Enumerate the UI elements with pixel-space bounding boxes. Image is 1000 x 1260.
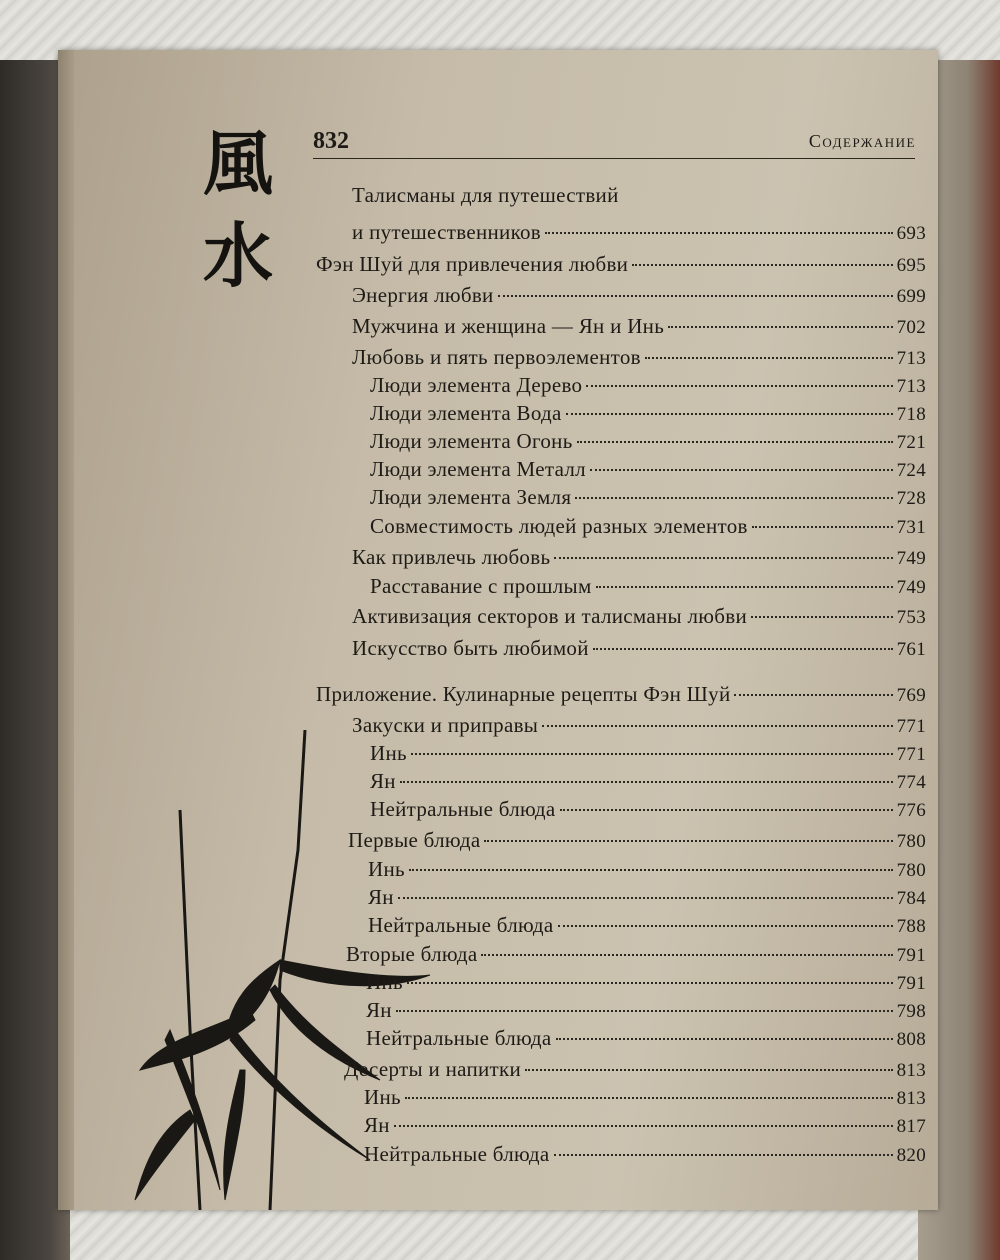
leader-dots bbox=[590, 469, 893, 471]
toc-entry-page: 820 bbox=[896, 1145, 926, 1166]
leader-dots bbox=[481, 954, 892, 956]
toc-entry-title: Люди элемента Огонь bbox=[370, 429, 573, 453]
toc-entry-page: 753 bbox=[896, 607, 926, 628]
toc-entry[interactable] bbox=[364, 1113, 926, 1143]
toc-entry[interactable] bbox=[370, 741, 926, 771]
toc-entry-page: 695 bbox=[896, 255, 926, 276]
leader-dots bbox=[398, 897, 893, 899]
toc-entry-page: 749 bbox=[896, 577, 926, 598]
toc-entry-title: и путешественников bbox=[352, 220, 542, 244]
toc-entry[interactable] bbox=[316, 252, 926, 282]
leader-dots bbox=[734, 694, 892, 696]
running-head: Содержание bbox=[808, 131, 916, 151]
toc-entry[interactable] bbox=[352, 636, 926, 666]
toc-entry-title: Инь bbox=[370, 741, 407, 765]
toc-entry[interactable] bbox=[352, 220, 926, 250]
leader-dots bbox=[668, 326, 893, 328]
toc-entry-title: Расставание с прошлым bbox=[370, 574, 592, 598]
toc-entry-page: 702 bbox=[896, 317, 926, 338]
toc-entry[interactable] bbox=[316, 682, 926, 712]
toc-entry-page: 761 bbox=[896, 639, 926, 660]
toc-entry-title: Фэн Шуй для привлечения любви bbox=[316, 252, 629, 276]
toc-entry-title: Активизация секторов и талисманы любви bbox=[352, 604, 747, 628]
toc-entry-page: 798 bbox=[896, 1001, 926, 1022]
toc-entry-title: Энергия любви bbox=[352, 283, 494, 307]
toc-entry-title: Приложение. Кулинарные рецепты Фэн Шуй bbox=[316, 682, 731, 706]
toc-entry[interactable] bbox=[368, 857, 926, 887]
toc-entry[interactable] bbox=[348, 828, 926, 858]
leader-dots bbox=[498, 295, 893, 297]
toc-entry-page: 780 bbox=[896, 860, 926, 881]
leader-dots bbox=[577, 441, 893, 443]
toc-entry[interactable] bbox=[370, 485, 926, 515]
calligraphy-water-glyph: 水 bbox=[203, 214, 273, 297]
leader-dots bbox=[554, 1154, 893, 1156]
page-number: 832 bbox=[313, 128, 349, 154]
leader-dots bbox=[554, 557, 892, 559]
toc-entry-title: Нейтральные блюда bbox=[364, 1142, 550, 1166]
toc-entry-title: Совместимость людей разных элементов bbox=[370, 514, 748, 538]
toc-entry[interactable] bbox=[366, 1026, 926, 1056]
toc-entry-title: Инь bbox=[368, 857, 405, 881]
toc-entry-page: 721 bbox=[896, 432, 926, 453]
toc-entry-title: Нейтральные блюда bbox=[368, 913, 554, 937]
leader-dots bbox=[484, 840, 892, 842]
toc-entry-page: 713 bbox=[896, 348, 926, 369]
leader-dots bbox=[409, 869, 893, 871]
toc-entry-title: Десерты и напитки bbox=[344, 1057, 522, 1081]
leader-dots bbox=[407, 982, 893, 984]
toc-entry[interactable] bbox=[352, 345, 926, 375]
leader-dots bbox=[400, 781, 893, 783]
toc-entry[interactable] bbox=[370, 401, 926, 431]
leader-dots bbox=[405, 1097, 893, 1099]
toc-entry-title: Инь bbox=[366, 970, 403, 994]
toc-entry-title: Ян bbox=[366, 998, 392, 1022]
toc-entry-page: 728 bbox=[896, 488, 926, 509]
leader-dots bbox=[545, 232, 893, 234]
toc-entry-title: Искусство быть любимой bbox=[352, 636, 589, 660]
toc-entry-page: 693 bbox=[896, 223, 926, 244]
leader-dots bbox=[542, 725, 892, 727]
toc-entry-page: 813 bbox=[896, 1088, 926, 1109]
toc-entry-title: Как привлечь любовь bbox=[352, 545, 551, 569]
page-stack-edge bbox=[58, 50, 74, 1210]
toc-entry-page: 808 bbox=[896, 1029, 926, 1050]
toc-entry[interactable] bbox=[352, 283, 926, 313]
toc-entry-title: Мужчина и женщина — Ян и Инь bbox=[352, 314, 665, 338]
toc-entry[interactable] bbox=[370, 574, 926, 604]
leader-dots bbox=[560, 809, 893, 811]
leader-dots bbox=[645, 357, 893, 359]
toc-entry[interactable] bbox=[370, 429, 926, 459]
toc-entry[interactable] bbox=[352, 545, 926, 575]
toc-entry[interactable] bbox=[370, 769, 926, 799]
toc-entry-page: 749 bbox=[896, 548, 926, 569]
toc-entry[interactable] bbox=[368, 913, 926, 943]
leader-dots bbox=[575, 497, 892, 499]
toc-entry-page: 718 bbox=[896, 404, 926, 425]
toc-entry-page: 791 bbox=[896, 945, 926, 966]
toc-entry[interactable] bbox=[368, 885, 926, 915]
toc-entry[interactable] bbox=[352, 314, 926, 344]
toc-entry-title: Ян bbox=[368, 885, 394, 909]
toc-entry-title: Люди элемента Металл bbox=[370, 457, 586, 481]
toc-entry-page: 771 bbox=[896, 744, 926, 765]
toc-entry-page: 780 bbox=[896, 831, 926, 852]
leader-dots bbox=[751, 616, 893, 618]
toc-entry-page: 813 bbox=[896, 1060, 926, 1081]
toc-entry[interactable] bbox=[366, 970, 926, 1000]
toc-entry-page: 788 bbox=[896, 916, 926, 937]
toc-entry-page: 713 bbox=[896, 376, 926, 397]
calligraphy-wind-glyph: 風 bbox=[203, 122, 273, 205]
toc-entry-title: Ян bbox=[370, 769, 396, 793]
toc-entry[interactable] bbox=[352, 604, 926, 634]
toc-entry-page: 724 bbox=[896, 460, 926, 481]
header-rule bbox=[313, 158, 915, 159]
toc-entry-page: 771 bbox=[896, 716, 926, 737]
toc-entry[interactable] bbox=[370, 797, 926, 827]
toc-entry-page: 699 bbox=[896, 286, 926, 307]
leader-dots bbox=[596, 586, 893, 588]
toc-entry[interactable] bbox=[370, 514, 926, 544]
toc-entry[interactable] bbox=[370, 457, 926, 487]
toc-entry[interactable] bbox=[364, 1085, 926, 1115]
feng-shui-calligraphy bbox=[188, 118, 288, 302]
toc-entry[interactable] bbox=[370, 373, 926, 403]
toc-entry-title: Нейтральные блюда bbox=[370, 797, 556, 821]
toc-entry-page: 774 bbox=[896, 772, 926, 793]
toc-entry-title: Закуски и приправы bbox=[352, 713, 539, 737]
toc-entry-page: 769 bbox=[896, 685, 926, 706]
leader-dots bbox=[396, 1010, 893, 1012]
leader-dots bbox=[556, 1038, 893, 1040]
toc-entry-page: 731 bbox=[896, 517, 926, 538]
leader-dots bbox=[593, 648, 893, 650]
toc-entry-title: Инь bbox=[364, 1085, 401, 1109]
toc-entry-page: 784 bbox=[896, 888, 926, 909]
leader-dots bbox=[394, 1125, 893, 1127]
toc-entry-title: Любовь и пять первоэлементов bbox=[352, 345, 641, 369]
toc-entry-title: Ян bbox=[364, 1113, 390, 1137]
toc-entry-page: 817 bbox=[896, 1116, 926, 1137]
toc-entry-title: Нейтральные блюда bbox=[366, 1026, 552, 1050]
toc-entry[interactable] bbox=[346, 942, 926, 972]
leader-dots bbox=[411, 753, 893, 755]
leader-dots bbox=[586, 385, 892, 387]
toc-entry-page: 776 bbox=[896, 800, 926, 821]
leader-dots bbox=[566, 413, 893, 415]
leader-dots bbox=[525, 1069, 893, 1071]
toc-entry-page: 791 bbox=[896, 973, 926, 994]
toc-entry-title: Люди элемента Земля bbox=[370, 485, 572, 509]
toc-entry[interactable] bbox=[366, 998, 926, 1028]
toc-entry[interactable] bbox=[344, 1057, 926, 1087]
toc-entry-title: Люди элемента Вода bbox=[370, 401, 562, 425]
toc-entry[interactable] bbox=[364, 1142, 926, 1172]
toc-entry-title: Вторые блюда bbox=[346, 942, 478, 966]
toc-entry-title: Талисманы для путешествий bbox=[352, 183, 619, 207]
leader-dots bbox=[752, 526, 893, 528]
leader-dots bbox=[558, 925, 893, 927]
toc-entry-title: Первые блюда bbox=[348, 828, 481, 852]
toc-entry[interactable] bbox=[352, 713, 926, 743]
toc-entry-title: Люди элемента Дерево bbox=[370, 373, 583, 397]
leader-dots bbox=[632, 264, 892, 266]
